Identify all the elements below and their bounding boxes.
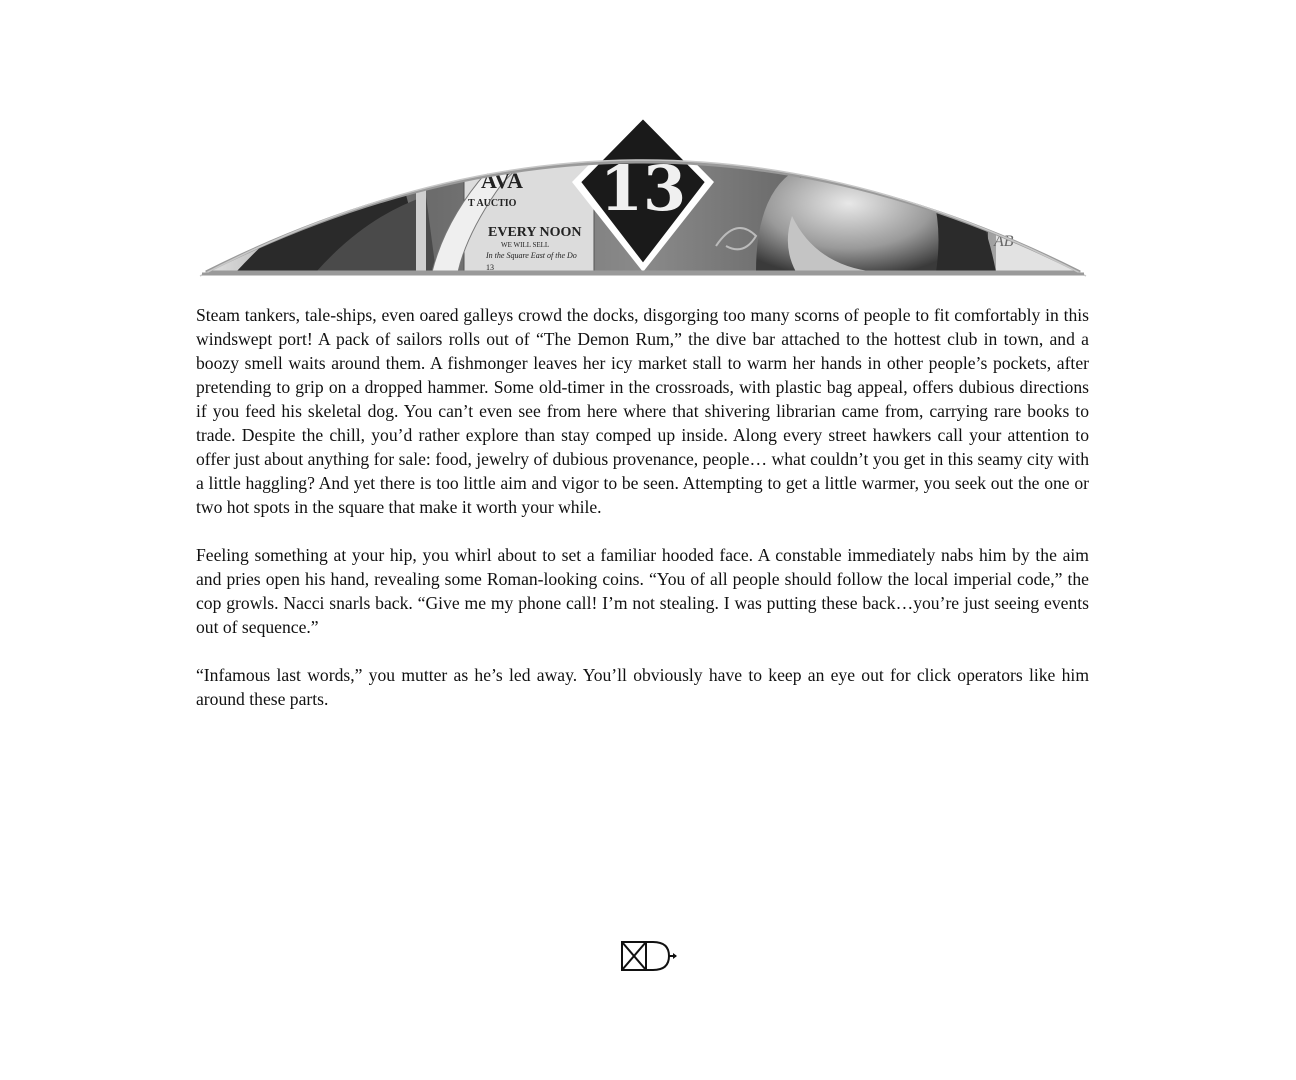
artist-signature: AB (994, 233, 1014, 250)
chapter-header-illustration (196, 96, 1090, 282)
poster-line: WE WILL SELL (501, 241, 550, 249)
publisher-monogram-icon (619, 938, 679, 974)
paragraph: Feeling something at your hip, you whirl about to set a familiar hooded face. A constable immediately nabs him by the aim and pries open his hand, revealing some Roman-looking coins. “You of all people should follow the local imperial code,” the cop growls. Nacci snarls back. “Give me my phone call! I’m not stealing. I was putting these back…you’re just seeing events out of sequence.” (196, 545, 1089, 637)
poster-line: EVERY NOON (488, 225, 582, 240)
paragraph: Steam tankers, tale-ships, even oared galleys crowd the docks, disgorging too many scorns of people to fit comfortably in this windswept port! A pack of sailors rolls out of “The Demon Rum,” the dive bar attached to the hottest club in town, and a boozy smell waits around them. A fishmonger leaves her icy market stall to warm her hands in other people’s pockets, after pretending to grip on a dropped hammer. Some old-timer in the crossroads, with plastic bag appeal, offers dubious directions if you feed his skeletal dog. You can’t even see from here where that shivering librarian came from, carrying rare books to trade. Despite the chill, you’d rather explore than stay comped up inside. Along every street hawkers call your attention to offer just about anything for sale: food, jewelry of dubious provenance, people… what couldn’t you get in this seamy city with a little haggling? And yet there is too little aim and vigor to be seen. Attempting to get a little warmer, you seek out the one or two hot spots in the square that make it worth your while. (196, 305, 1089, 517)
story-text (196, 303, 1089, 735)
poster-line: AVA (481, 168, 523, 193)
poster-line: 13 (486, 263, 494, 272)
chapter-number: 13 (599, 152, 687, 225)
poster-line: T AUCTIO (468, 198, 517, 209)
poster-line: In the Square East of the Do (486, 251, 577, 260)
paragraph: “Infamous last words,” you mutter as he’s led away. You’ll obviously have to keep an eye out for click operators like him around these parts. (196, 665, 1089, 709)
